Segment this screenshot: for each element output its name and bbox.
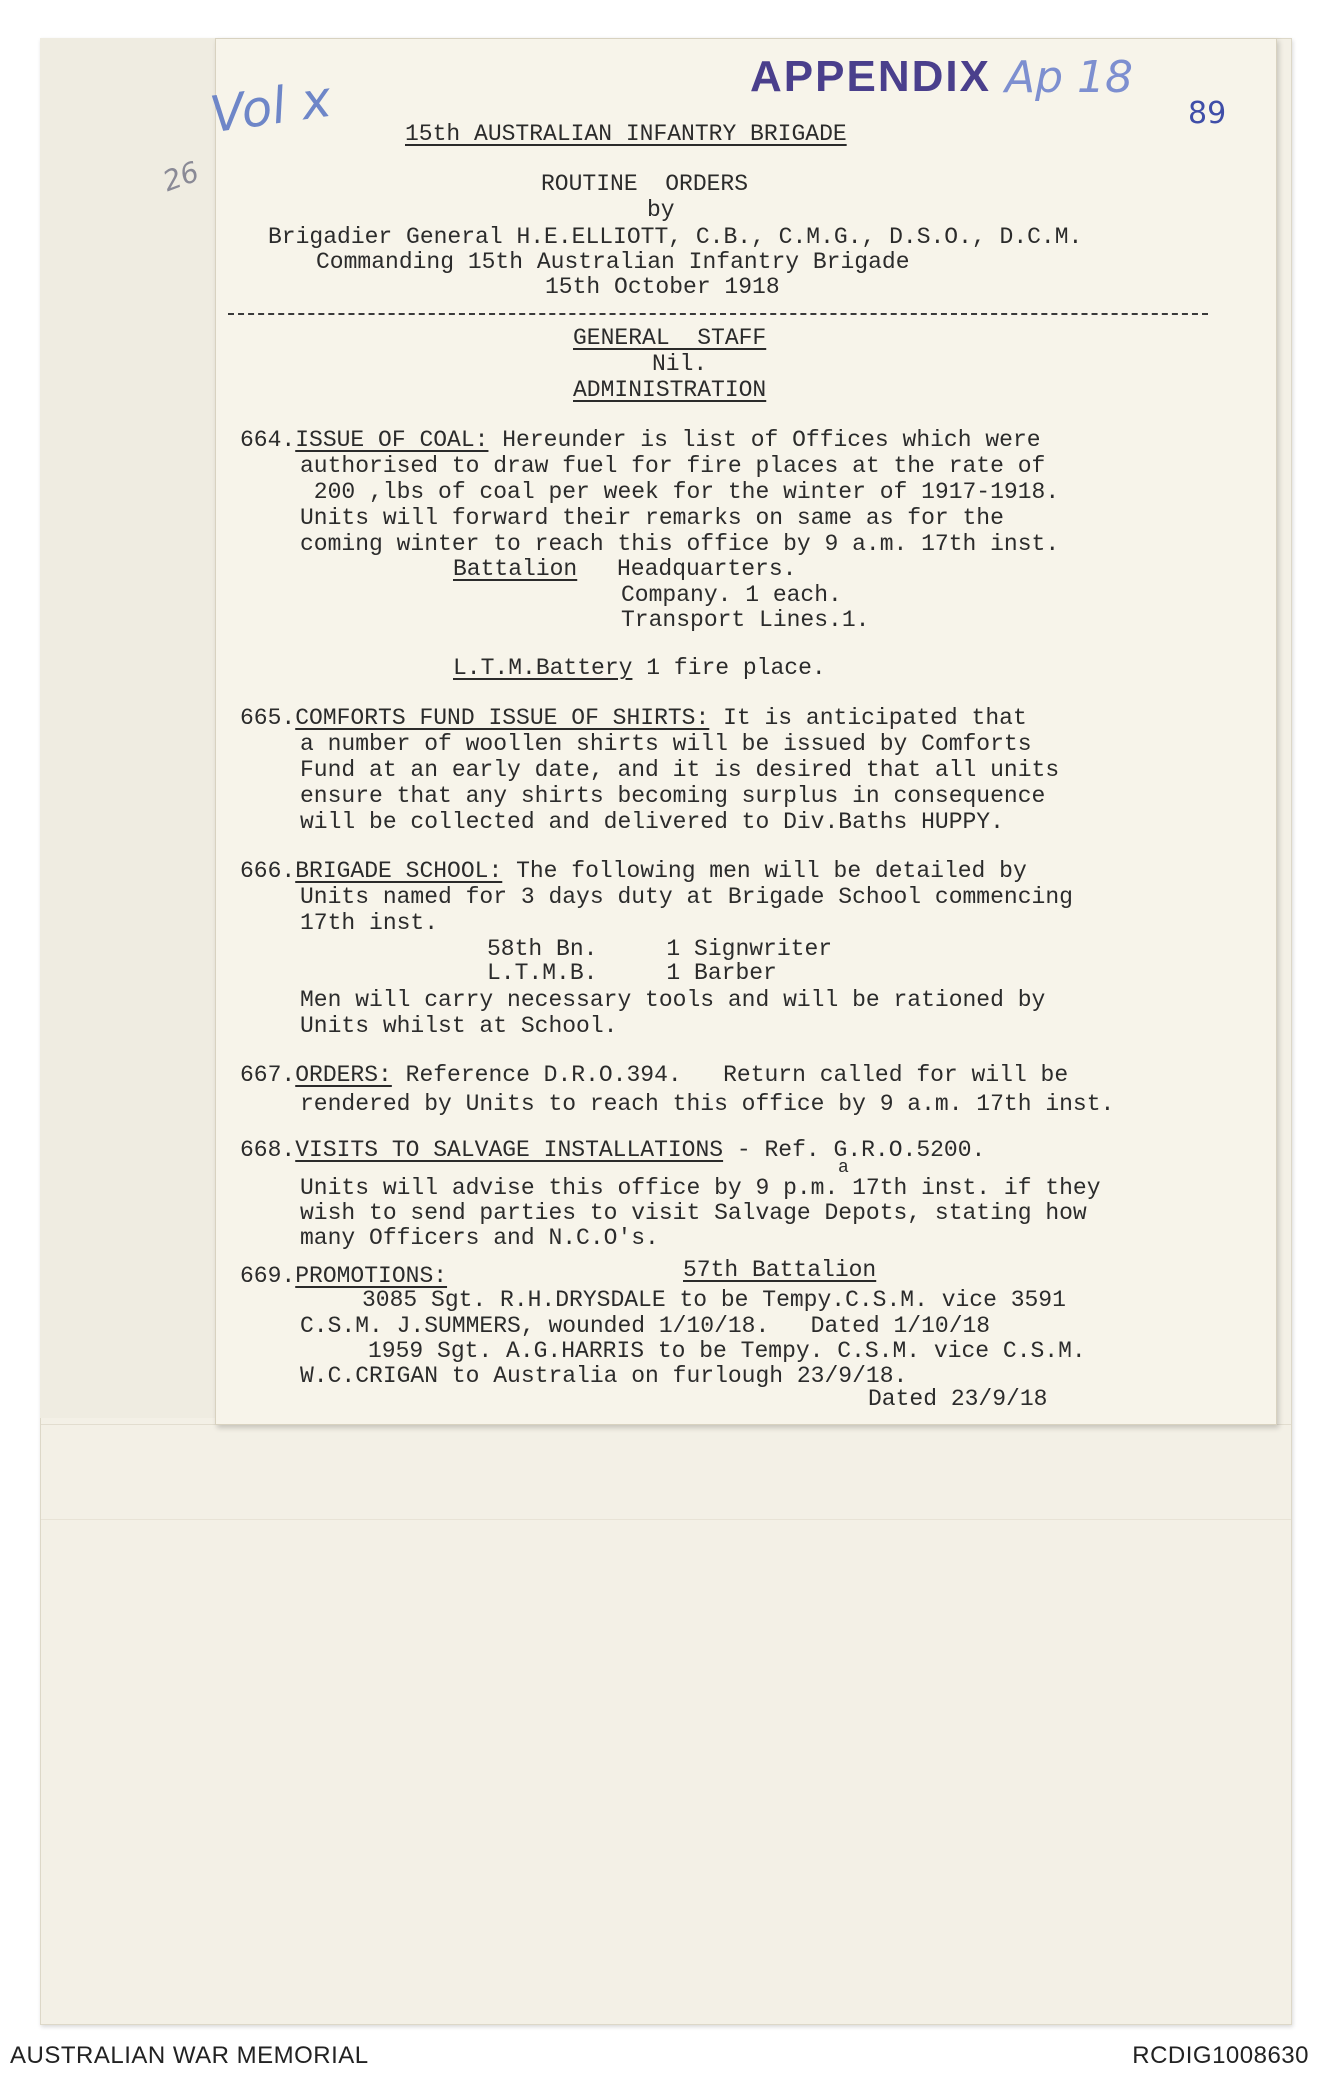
order-title: VISITS TO SALVAGE INSTALLATIONS [295, 1137, 724, 1163]
order-number: 669. [240, 1263, 296, 1289]
order-title: COMFORTS FUND ISSUE OF SHIRTS: [295, 705, 710, 731]
order-668-line: wish to send parties to visit Salvage Depots, stating how [300, 1200, 1087, 1226]
mounting-strip [40, 38, 216, 1418]
order-666-line: Units named for 3 days duty at Brigade School commencing [300, 884, 1073, 910]
order-title: BRIGADE SCHOOL: [295, 858, 503, 884]
pencil-number: 26 [158, 154, 204, 199]
dashed-divider [228, 313, 1208, 315]
promotion-line: 1959 Sgt. A.G.HARRIS to be Tempy. C.S.M. vice C.S.M. [368, 1338, 1086, 1364]
order-664-line: Units will forward their remarks on same as for the [300, 505, 1004, 531]
school-detail-row: 58th Bn. 1 Signwriter [487, 936, 833, 962]
appendix-stamp: APPENDIX [750, 52, 991, 101]
commanding-line: Commanding 15th Australian Infantry Brigade [316, 249, 910, 275]
order-text: - Ref. G.R.O.5200. [723, 1137, 986, 1163]
order-text: Hereunder is list of Offices which were [488, 427, 1041, 453]
pencil-date: Ap 18 [1005, 52, 1134, 103]
by-line: by [647, 197, 675, 223]
order-665-line: will be collected and delivered to Div.Baths HUPPY. [300, 809, 1004, 835]
order-date: 15th October 1918 [545, 274, 780, 300]
order-text: It is anticipated that [709, 705, 1027, 731]
order-666 [240, 859, 1027, 884]
company-entry: Company. 1 each. [621, 582, 842, 608]
headquarters-entry: Headquarters. [617, 556, 797, 582]
general-staff-heading: GENERAL STAFF [573, 325, 767, 351]
order-number: 664. [240, 427, 296, 453]
order-title: PROMOTIONS: [295, 1263, 448, 1289]
order-title: ISSUE OF COAL: [295, 427, 489, 453]
promotion-line: W.C.CRIGAN to Australia on furlough 23/9/18. [300, 1363, 908, 1389]
order-text: The following men will be detailed by [502, 858, 1027, 884]
fire-place-text: 1 fire place. [632, 655, 826, 681]
promotion-line: 3085 Sgt. R.H.DRYSDALE to be Tempy.C.S.M. vice 3591 [362, 1287, 1066, 1313]
ltm-battery-label: L.T.M.Battery [453, 655, 633, 681]
order-665-line: a number of woollen shirts will be issued by Comforts [300, 731, 1032, 757]
page-number: 89 [1188, 96, 1227, 131]
order-665 [240, 706, 1027, 731]
battalion-label: Battalion [453, 556, 578, 582]
order-664-line: authorised to draw fuel for fire places at the rate of [300, 453, 1046, 479]
order-666-line: 17th inst. [300, 910, 439, 936]
order-668-line: Units will advise this office by 9 p.m. 17th inst. if they [300, 1175, 1101, 1201]
order-665-line: ensure that any shirts becoming surplus in consequence [300, 783, 1046, 809]
vol-annotation: Vol x [206, 69, 335, 145]
typed-correction: a [838, 1158, 849, 1178]
promotion-line: C.S.M. J.SUMMERS, wounded 1/10/18. Dated 1/10/18 [300, 1313, 991, 1339]
order-666-line: Units whilst at School. [300, 1013, 618, 1039]
order-667-line: rendered by Units to reach this office by 9 a.m. 17th inst. [300, 1091, 1115, 1117]
brigade-heading: 15th AUSTRALIAN INFANTRY BRIGADE [405, 121, 847, 147]
commander-name: Brigadier General H.E.ELLIOTT, C.B., C.M.G., D.S.O., D.C.M. [268, 224, 1083, 250]
order-title: ORDERS: [295, 1062, 392, 1088]
order-667 [240, 1063, 1068, 1088]
ltm-battery-entry [453, 656, 826, 681]
nil-text: Nil. [652, 351, 708, 377]
battalion-heading: 57th Battalion [683, 1257, 877, 1283]
order-668 [240, 1138, 985, 1163]
order-666-line: Men will carry necessary tools and will be rationed by [300, 987, 1046, 1013]
routine-orders-title: ROUTINE ORDERS [541, 171, 749, 197]
order-664 [240, 428, 1041, 453]
transport-entry: Transport Lines.1. [621, 607, 870, 633]
order-665-line: Fund at an early date, and it is desired that all units [300, 757, 1060, 783]
order-number: 668. [240, 1137, 296, 1163]
order-number: 666. [240, 858, 296, 884]
administration-heading: ADMINISTRATION [573, 377, 767, 403]
order-664-line: 200 ,lbs of coal per week for the winter of 1917-1918. [300, 479, 1060, 505]
archive-id: RCDIG1008630 [1132, 2042, 1309, 2069]
order-number: 665. [240, 705, 296, 731]
promotion-date: Dated 23/9/18 [868, 1386, 1048, 1412]
archive-credit: AUSTRALIAN WAR MEMORIAL [10, 2042, 369, 2069]
order-668-line: many Officers and N.C.O's. [300, 1225, 659, 1251]
order-669 [240, 1264, 447, 1289]
order-text: Reference D.R.O.394. Return called for will be [391, 1062, 1069, 1088]
order-number: 667. [240, 1062, 296, 1088]
fold-line [41, 1519, 1291, 1520]
order-664-line: coming winter to reach this office by 9 a.m. 17th inst. [300, 531, 1060, 557]
school-detail-row: L.T.M.B. 1 Barber [487, 960, 777, 986]
